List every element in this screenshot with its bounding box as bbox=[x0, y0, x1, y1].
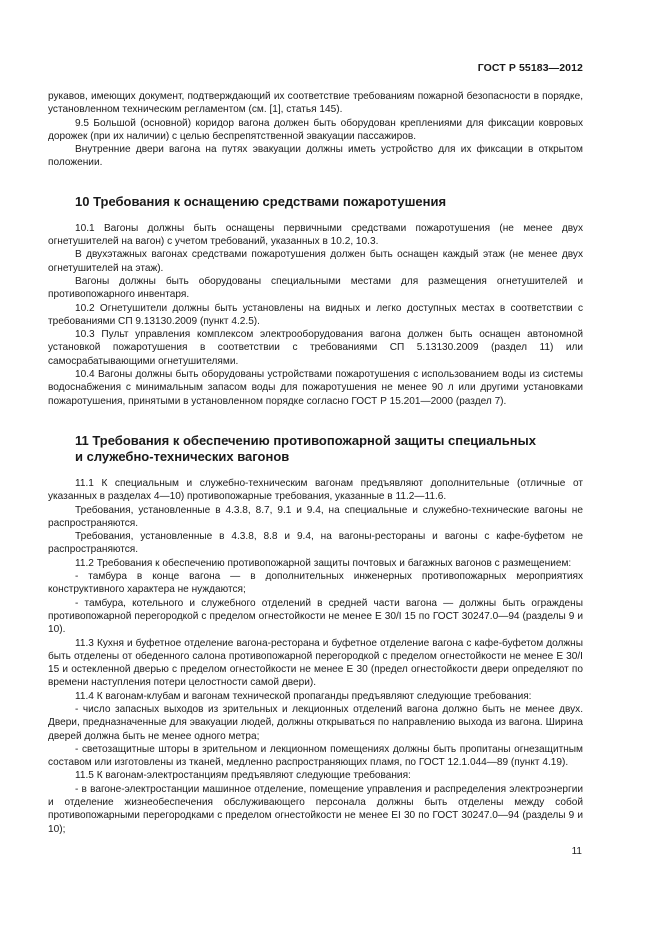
paragraph: 10.2 Огнетушители должны быть установлены на видных и легко доступных местах в соответствии с требованиями СП 9.13130.2009 (пункт 4.2.5). bbox=[48, 302, 583, 327]
page-number: 11 bbox=[571, 846, 582, 857]
list-item: - в вагоне-электростанции машинное отделение, помещение управления и распределения электроэнергии и отделение жизнеобеспечения обслуживающего персонала должны быть отделены между собой противопожарными перегородками с пределом огнестойкости не менее EI 30 по ГОСТ 30247.0—94 (разделы 9 и 10); bbox=[48, 783, 583, 835]
paragraph: 11.3 Кухня и буфетное отделение вагона-ресторана и буфетное отделение вагона с кафе-буфетом должны быть отделены от обеденного салона противопожарной перегородкой с пределом огнестойкости не менее Е 30/I 15 и остекленной дверью с пределом огнестойкости не менее Е 30 (предел огнестойкости двери определяют по времени наступления потери целостности самой двери). bbox=[48, 637, 583, 689]
paragraph: 10.1 Вагоны должны быть оснащены первичными средствами пожаротушения (не менее двух огнетушителей на вагон) с учетом требований, указанных в 10.2, 10.3. bbox=[48, 222, 583, 248]
paragraph: Требования, установленные в 4.3.8, 8.8 и 9.4, на вагоны-рестораны и вагоны с кафе-буфетом не распространяются. bbox=[48, 531, 583, 556]
paragraph: 11.5 К вагонам-электростанциям предъявляют следующие требования: bbox=[75, 770, 411, 782]
paragraph: 11.1 К специальным и служебно-техническим вагонам предъявляют дополнительные (отличные от указанных в разделах 4—10) противопожарные требования, указанные в 11.2—11.6. bbox=[48, 477, 583, 503]
paragraph: 11.2 Требования к обеспечению противопожарной защиты почтовых и багажных вагонов с размещением: bbox=[75, 557, 572, 569]
document-body bbox=[48, 90, 583, 836]
paragraph: 10.4 Вагоны должны быть оборудованы устройствами пожаротушения с использованием воды из системы водоснабжения с минимальным запасом воды для пожаротушения не менее 90 л или другими установками пожаротушения, принятыми в установленном порядке согласно ГОСТ Р 15.201—2000 (раздел 7). bbox=[48, 369, 583, 407]
section-11-heading-line1: 11 Требования к обеспечению противопожарной защиты специальных bbox=[75, 432, 536, 448]
paragraph: Требования, установленные в 4.3.8, 8.7, 9.1 и 9.4, на специальные и служебно-технические вагоны не распространяются. bbox=[48, 504, 583, 529]
list-item: - тамбура, котельного и служебного отделений в средней части вагона — должны быть ограждены противопожарной перегородкой с пределом огнестойкости не менее Е 30/I 15 по ГОСТ 30247.0—94 (разделы 9 и 10). bbox=[48, 597, 583, 636]
paragraph: В двухэтажных вагонах средствами пожаротушения должен быть оснащен каждый этаж (не менее двух огнетушителей на этаж). bbox=[48, 249, 583, 274]
document-code: ГОСТ Р 55183—2012 bbox=[477, 62, 583, 74]
section-11-heading-line2: и служебно-технических вагонов bbox=[75, 448, 290, 464]
paragraph: 9.5 Большой (основной) коридор вагона должен быть оборудован креплениями для фиксации ковровых дорожек (при их наличии) с целью беспрепятственной эвакуации пассажиров. bbox=[48, 117, 583, 142]
list-item: - число запасных выходов из зрительных и лекционных отделений вагона должно быть не менее двух. Двери, предназначенные для эвакуации людей, должны открываться по направлению выхода из вагона. Ширина дверей должна быть не менее одного метра; bbox=[48, 703, 583, 742]
paragraph: Внутренние двери вагона на путях эвакуации должны иметь устройство для их фиксации в открытом положении. bbox=[48, 144, 583, 169]
paragraph: 11.4 К вагонам-клубам и вагонам технической пропаганды предъявляют следующие требования: bbox=[75, 690, 532, 702]
paragraph: рукавов, имеющих документ, подтверждающий их соответствие требованиям пожарной безопасности в порядке, установленном техническим регламентом (см. [1], статья 145). bbox=[48, 91, 583, 116]
section-10-heading: 10 Требования к оснащению средствами пожаротушения bbox=[75, 193, 447, 209]
paragraph: 10.3 Пульт управления комплексом электрооборудования вагона должен быть оснащен автономной установкой пожаротушения в соответствии с требованиями СП 5.13130.2009 (раздел 11) или самосрабатывающими огнетушителями. bbox=[48, 329, 583, 367]
section-11-heading bbox=[48, 433, 583, 465]
list-item: - светозащитные шторы в зрительном и лекционном помещениях должны быть пропитаны огнезащитным составом или изготовлены из тканей, медленно распространяющих пламя, по ГОСТ 12.1.044—89 (пункт 4.19). bbox=[48, 743, 583, 769]
list-item: - тамбура в конце вагона — в дополнительных инженерных противопожарных мероприятиях конструктивного характера не нуждаются; bbox=[48, 571, 583, 596]
paragraph: Вагоны должны быть оборудованы специальными местами для размещения огнетушителей и противопожарного инвентаря. bbox=[48, 275, 583, 301]
